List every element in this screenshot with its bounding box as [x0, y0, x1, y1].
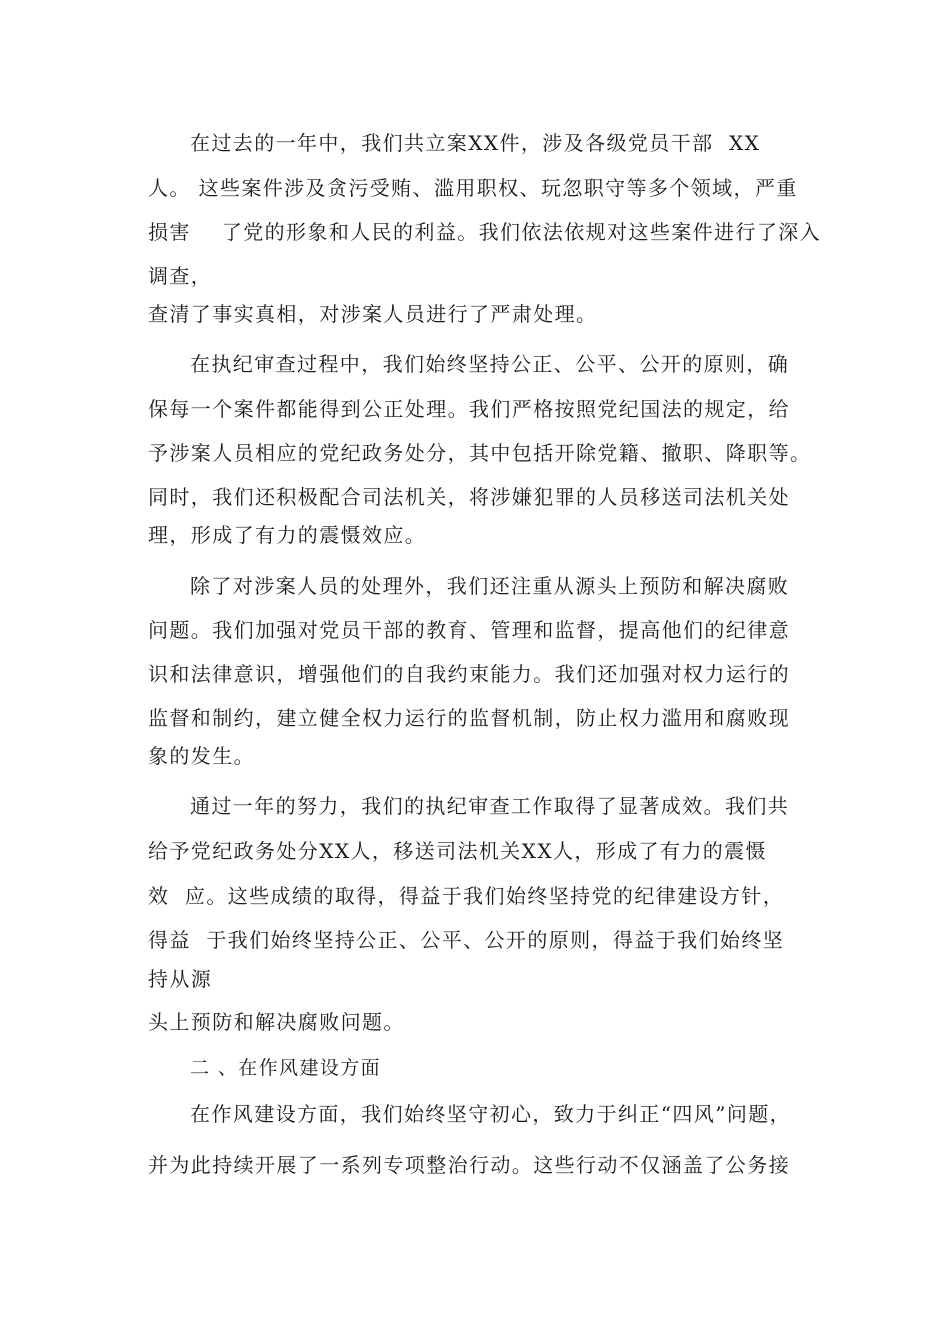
- paragraph-4-line-4: 得益 于我们始终坚持公正、公平、公开的原则，得益于我们始终坚: [148, 928, 785, 952]
- closing-paragraph-line-2: 并为此持续开展了一系列专项整治行动。这些行动不仅涵盖了公务接: [148, 1153, 790, 1177]
- paragraph-2-line-1: 在执纪审查过程中，我们始终坚持公正、公平、公开的原则，确: [190, 352, 790, 376]
- paragraph-3-line-2: 问题。我们加强对党员干部的教育、管理和监督，提高他们的纪律意: [148, 618, 790, 642]
- paragraph-3-line-5: 象的发生。: [148, 744, 255, 768]
- paragraph-2-line-3: 予涉案人员相应的党纪政务处分，其中包括开除党籍、撤职、降职等。: [148, 441, 812, 465]
- paragraph-4-line-6: 头上预防和解决腐败问题。: [148, 1010, 405, 1034]
- paragraph-3-line-1: 除了对涉案人员的处理外，我们还注重从源头上预防和解决腐败: [190, 574, 790, 598]
- paragraph-3-line-3: 识和法律意识，增强他们的自我约束能力。我们还加强对权力运行的: [148, 662, 790, 686]
- paragraph-2-line-5: 理，形成了有力的震慑效应。: [148, 523, 427, 547]
- paragraph-1-line-5: 查清了事实真相，对涉案人员进行了严肃处理。: [148, 302, 598, 326]
- paragraph-1-line-2: 人。 这些案件涉及贪污受贿、滥用职权、玩忽职守等多个领域，严重: [148, 176, 798, 200]
- paragraph-4-line-2: 给予党纪政务处分XX人，移送司法机关XX人，形成了有力的震慑: [148, 839, 767, 863]
- paragraph-1-line-1: 在过去的一年中，我们共立案XX件，涉及各级党员干部 XX: [190, 131, 761, 155]
- paragraph-2-line-4: 同时，我们还积极配合司法机关，将涉嫌犯罪的人员移送司法机关处: [148, 485, 790, 509]
- paragraph-1-line-4: 调查，: [148, 264, 213, 288]
- paragraph-4-line-1: 通过一年的努力，我们的执纪审查工作取得了显著成效。我们共: [190, 794, 790, 818]
- paragraph-3-line-4: 监督和制约，建立健全权力运行的监督机制，防止权力滥用和腐败现: [148, 706, 790, 730]
- paragraph-2-line-2: 保每一个案件都能得到公正处理。我们严格按照党纪国法的规定，给: [148, 397, 790, 421]
- paragraph-4-line-5: 持从源: [148, 967, 213, 991]
- section-heading: 二 、在作风建设方面: [190, 1057, 382, 1079]
- closing-paragraph-line-1: 在作风建设方面，我们始终坚守初心，致力于纠正“四风”问题，: [190, 1102, 792, 1126]
- paragraph-1-line-3: 损害 了党的形象和人民的利益。我们依法依规对这些案件进行了深入: [148, 220, 822, 244]
- paragraph-4-line-3: 效 应。这些成绩的取得，得益于我们始终坚持党的纪律建设方针，: [148, 884, 785, 908]
